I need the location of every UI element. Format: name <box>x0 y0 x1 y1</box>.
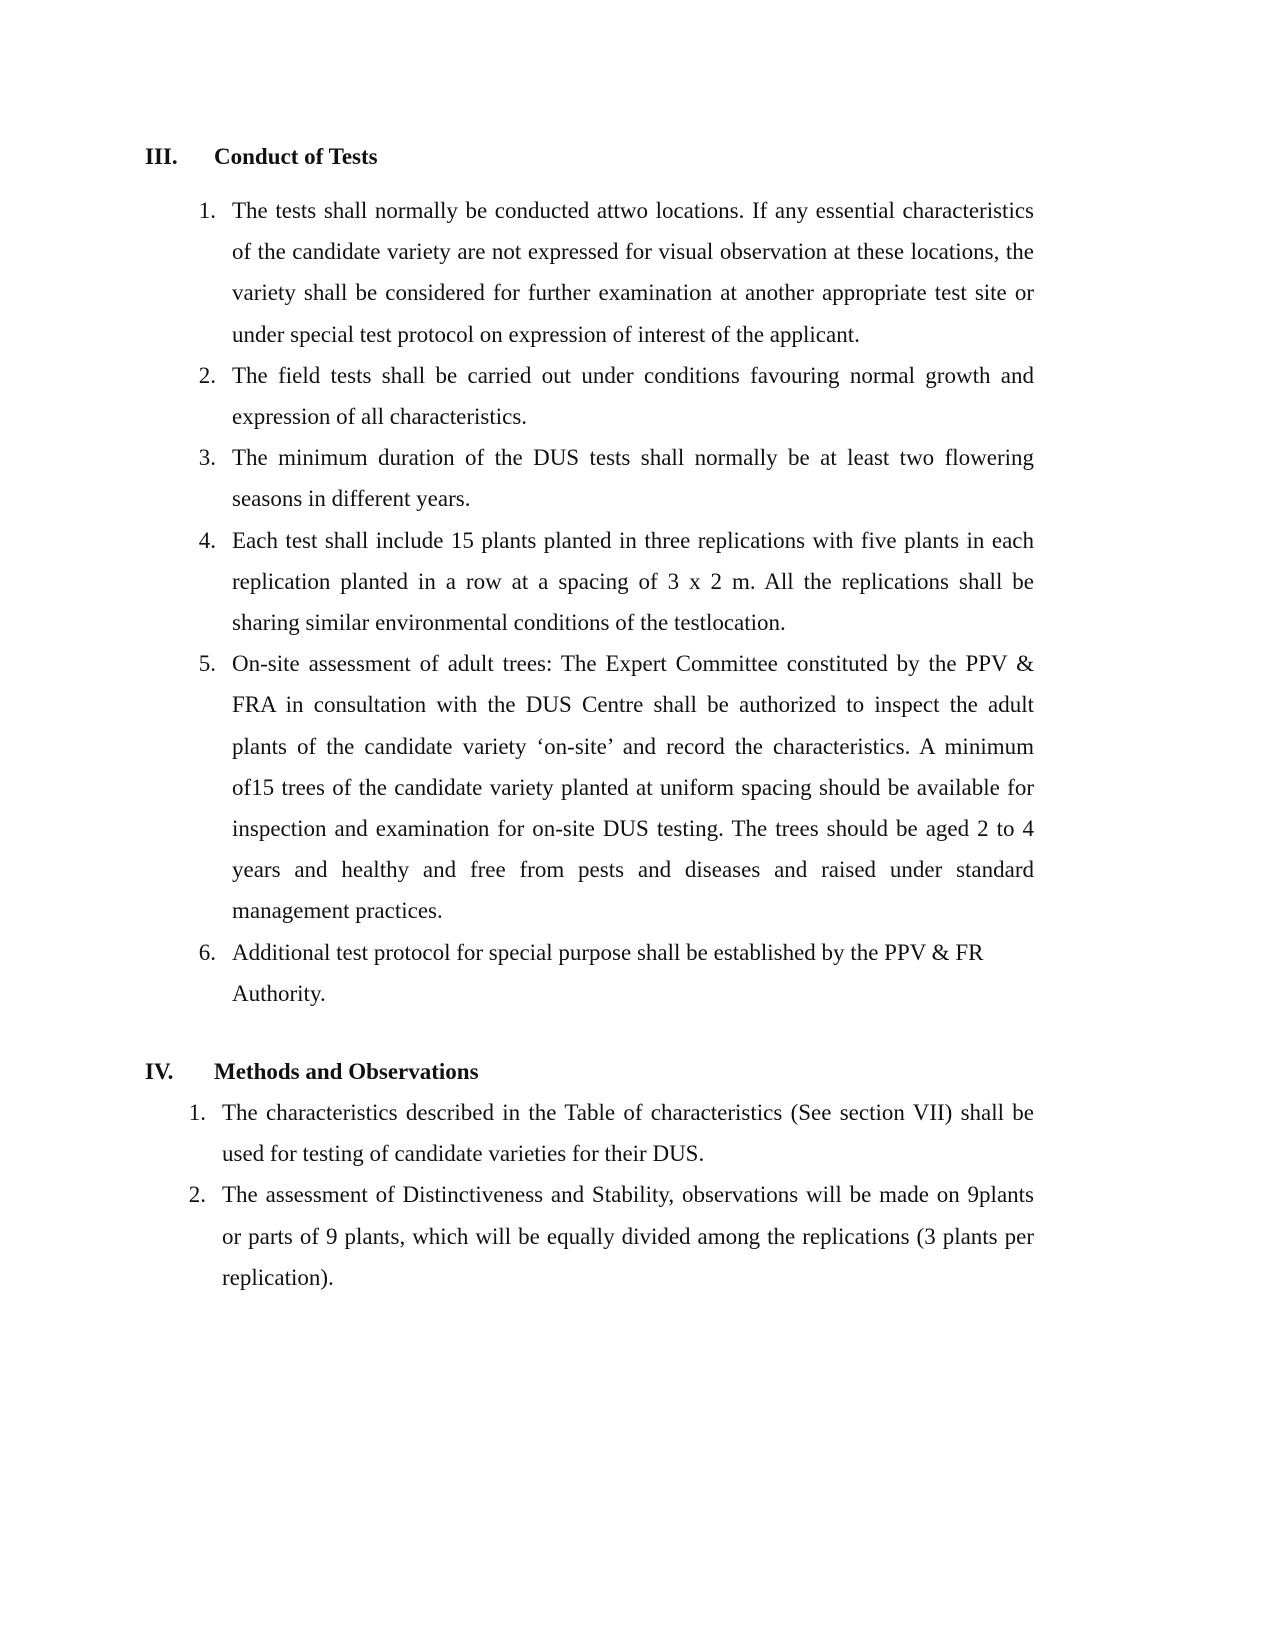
section-number: IV. <box>145 1059 174 1084</box>
item-number: 1. <box>198 198 216 223</box>
item-number: 4. <box>198 527 216 553</box>
item-text: The characteristics described in the Table of characteristics (See section VII) shall be used for testing of candidate varieties for their DUS. <box>222 1100 1034 1167</box>
item-number: 2. <box>198 362 216 388</box>
list-item <box>198 932 1034 1014</box>
item-number: 3. <box>198 445 216 471</box>
item-text: The assessment of Distinctiveness and Stability, observations will be made on 9plants or parts of 9 plants, which will be equally divided among the replications (3 plants per replication). <box>222 1182 1034 1290</box>
list-item <box>198 520 1034 644</box>
section-heading-iv <box>145 1057 565 1087</box>
item-number: 6. <box>198 939 216 965</box>
list-item <box>198 643 1034 931</box>
list-item <box>198 190 1034 355</box>
section-number: III. <box>145 144 178 169</box>
item-text: The minimum duration of the DUS tests shall normally be at least two flowering seasons in different years. <box>232 445 1034 512</box>
list-item <box>198 355 1034 437</box>
list-item <box>188 1092 1034 1174</box>
section-title: Conduct of Tests <box>214 144 378 169</box>
item-number: 1. <box>188 1100 206 1125</box>
item-number: 2. <box>188 1182 206 1208</box>
list-item <box>188 1174 1034 1298</box>
list-item <box>198 437 1034 519</box>
section-iv-list <box>188 1092 1034 1298</box>
section-title: Methods and Observations <box>214 1059 479 1084</box>
section-heading-iii <box>145 142 545 172</box>
item-text: The field tests shall be carried out under conditions favouring normal growth and expression of all characteristics. <box>232 362 1034 430</box>
section-iii-list <box>198 190 1034 1014</box>
item-text: On-site assessment of adult trees: The Expert Committee constituted by the PPV & FRA in consultation with the DUS Centre shall be authorized to inspect the adult plants of the candidate variety ‘on-site’ and record the characteristics. A minimum of15 trees of the candidate variety planted at uniform spacing should be available for inspection and examination for on-site DUS testing. The trees should be aged 2 to 4 years and healthy and free from pests and diseases and raised under standard management practices. <box>232 651 1034 924</box>
item-text: Additional test protocol for special purpose shall be established by the PPV & FR Authority. <box>232 939 984 1006</box>
item-text: The tests shall normally be conducted attwo locations. If any essential characteristics of the candidate variety are not expressed for visual observation at these locations, the variety shall be considered for further examination at another appropriate test site or under special test protocol on expression of interest of the applicant. <box>232 198 1034 347</box>
item-text: Each test shall include 15 plants planted in three replications with five plants in each replication planted in a row at a spacing of 3 x 2 m. All the replications shall be sharing similar environmental conditions of the testlocation. <box>232 527 1034 636</box>
item-number: 5. <box>198 651 216 677</box>
